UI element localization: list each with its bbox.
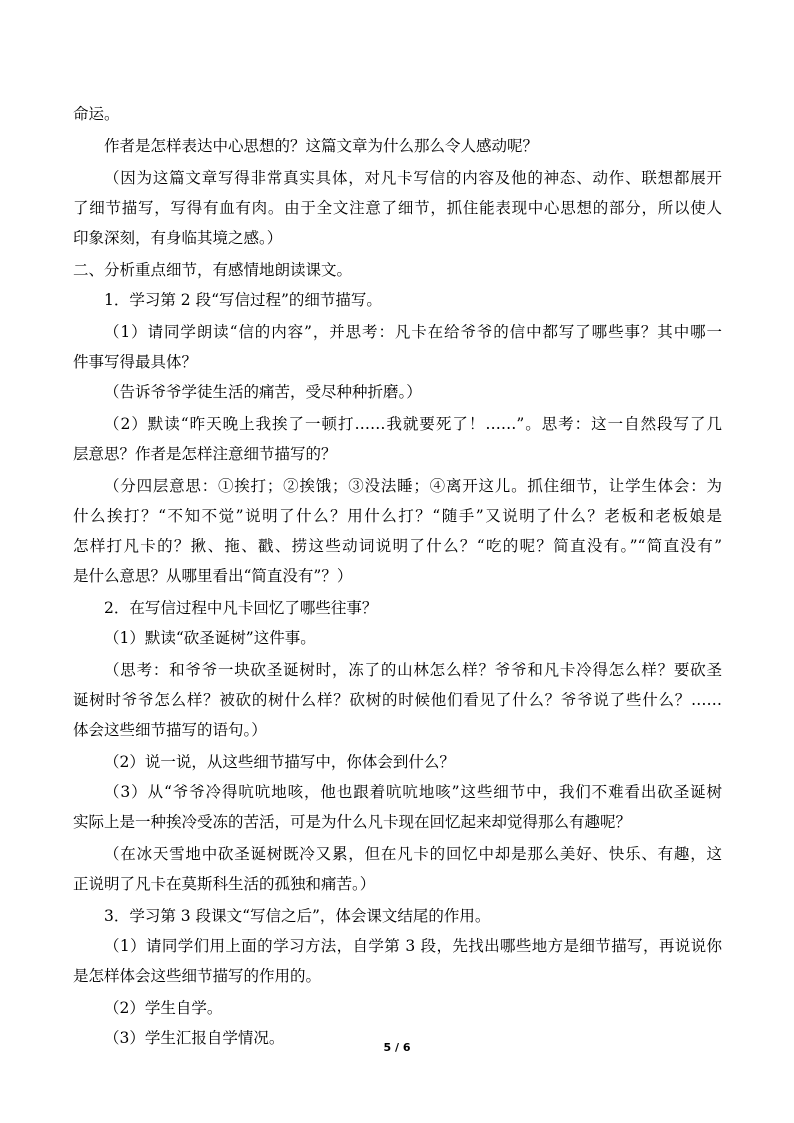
text-line: （1）默读“砍圣诞树”这件事。 <box>104 629 316 647</box>
subsection-heading: 2．在写信过程中凡卡回忆了哪些往事？ <box>104 599 378 617</box>
text-line: 层意思？作者是怎样注意细节描写的？ <box>73 445 337 463</box>
text-line: （思考：和爷爷一块砍圣诞树时，冻了的山林怎么样？爷爷和凡卡冷得怎么样？要砍圣 <box>104 661 722 679</box>
page-number: 5 / 6 <box>383 1041 411 1054</box>
text-line: （2）默读“昨天晚上我挨了一顿打……我就要死了！……”。思考：这一自然段写了几 <box>104 415 722 433</box>
subsection-heading: 3．学习第 3 段课文“写信之后”，体会课文结尾的作用。 <box>104 907 491 925</box>
text-line: （在冰天雪地中砍圣诞树既冷又累，但在凡卡的回忆中却是那么美好、快乐、有趣，这 <box>104 845 722 863</box>
text-line: （1）请同学朗读“信的内容”，并思考：凡卡在给爷爷的信中都写了哪些事？其中哪一 <box>104 323 722 341</box>
text-line: （告诉爷爷学徒生活的痛苦，受尽种种折磨。） <box>104 383 422 401</box>
text-line: 是什么意思？从哪里看出“简直没有”？） <box>73 567 353 585</box>
section-heading: 二、分析重点细节，有感情地朗读课文。 <box>73 261 353 279</box>
text-line: 命运。 <box>73 105 120 123</box>
text-line: 什么挨打？“不知不觉”说明了什么？用什么打？“随手”又说明了什么？老板和老板娘是 <box>73 507 722 525</box>
text-line: （3）学生汇报自学情况。 <box>104 1029 285 1047</box>
text-line: 印象深刻，有身临其境之感。） <box>73 229 283 247</box>
text-line: （2）学生自学。 <box>104 999 223 1017</box>
text-line: 了细节描写，写得有血有肉。由于全文注意了细节，抓住能表现中心思想的部分，所以使人 <box>73 199 722 217</box>
text-line: 作者是怎样表达中心思想的？这篇文章为什么那么令人感动呢？ <box>104 137 539 155</box>
text-line: （因为这篇文章写得非常真实具体，对凡卡写信的内容及他的神态、动作、联想都展开 <box>104 169 722 187</box>
subsection-heading: 1．学习第 2 段“写信过程”的细节描写。 <box>104 291 382 309</box>
text-line: 件事写得最具体？ <box>73 353 198 371</box>
text-line: （2）说一说，从这些细节描写中，你体会到什么？ <box>104 753 455 771</box>
text-line: 正说明了凡卡在莫斯科生活的孤独和痛苦。） <box>73 875 376 893</box>
text-line: 实际上是一种挨冷受冻的苦活，可是为什么凡卡现在回忆起来却觉得那么有趣呢？ <box>73 813 632 831</box>
text-line: 诞树时爷爷怎么样？被砍的树什么样？砍树的时候他们看见了什么？爷爷说了些什么？…… <box>73 691 722 709</box>
text-line: （3）从“爷爷冷得吭吭地咳，他也跟着吭吭地咳”这些细节中，我们不难看出砍圣诞树 <box>104 783 722 801</box>
text-line: （分四层意思：①挨打；②挨饿；③没法睡；④离开这儿。抓住细节，让学生体会：为 <box>104 477 722 495</box>
text-line: 是怎样体会这些细节描写的作用的。 <box>73 967 322 985</box>
text-line: （1）请同学们用上面的学习方法，自学第 3 段，先找出哪些地方是细节描写，再说说你 <box>104 937 722 955</box>
text-line: 怎样打凡卡的？揪、拖、戳、捞这些动词说明了什么？“吃的呢？简直没有。”“简直没有” <box>73 537 722 555</box>
text-line: 体会这些细节描写的语句。） <box>73 721 267 739</box>
